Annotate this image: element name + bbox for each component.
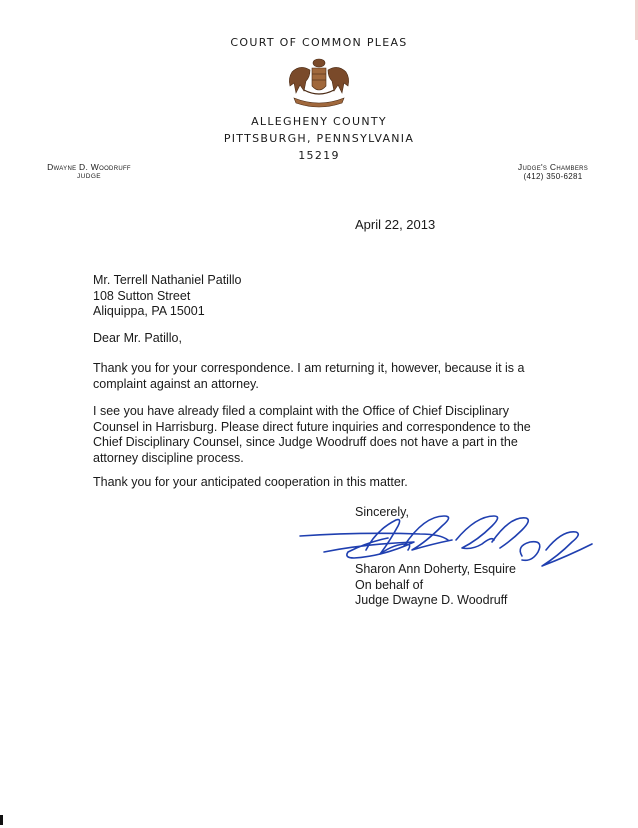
paragraph: Thank you for your anticipated cooperation in this matter. [93,475,408,489]
chambers-label: Judge's Chambers [517,162,589,172]
zip-code: 15219 [298,149,340,162]
signer-judge: Judge Dwayne D. Woodruff [355,593,508,607]
recipient-name: Mr. Terrell Nathaniel Patillo [93,273,242,287]
recipient-address [93,273,553,320]
greeting: Dear Mr. Patillo, [93,331,182,345]
closing: Sincerely, [355,505,409,519]
judge-block [34,162,144,181]
chambers-phone: (412) 350-6281 [523,172,583,181]
signer-name: Sharon Ann Doherty, Esquire [355,562,516,576]
letter-date: April 22, 2013 [355,217,436,232]
signature-block [355,562,516,609]
city-state: PITTSBURGH, PENNSYLVANIA [223,132,415,145]
recipient-street: 108 Sutton Street [93,288,191,303]
court-name: COURT OF COMMON PLEAS [230,36,408,49]
chambers-block [508,162,598,182]
judge-name: Dwayne D. Woodruff [47,162,131,172]
paragraph: Thank you for your correspondence. I am returning it, however, because it is a complaint against an attorney. [93,361,525,391]
scan-mark [0,815,3,825]
recipient-city: Aliquippa, PA 15001 [93,304,205,318]
pennsylvania-coat-of-arms-icon [274,56,364,112]
county-name: ALLEGHENY COUNTY [251,115,387,128]
signer-behalf: On behalf of [355,577,424,592]
judge-title: JUDGE [76,173,102,180]
paragraph: I see you have already filed a complaint with the Office of Chief Disciplinary Counsel in Harrisburg. Please direct future inquiries and correspondence to the Chief Disciplinary Counsel, since Judge Woodruff does not have a part in the attorney discipline process. [93,404,531,465]
